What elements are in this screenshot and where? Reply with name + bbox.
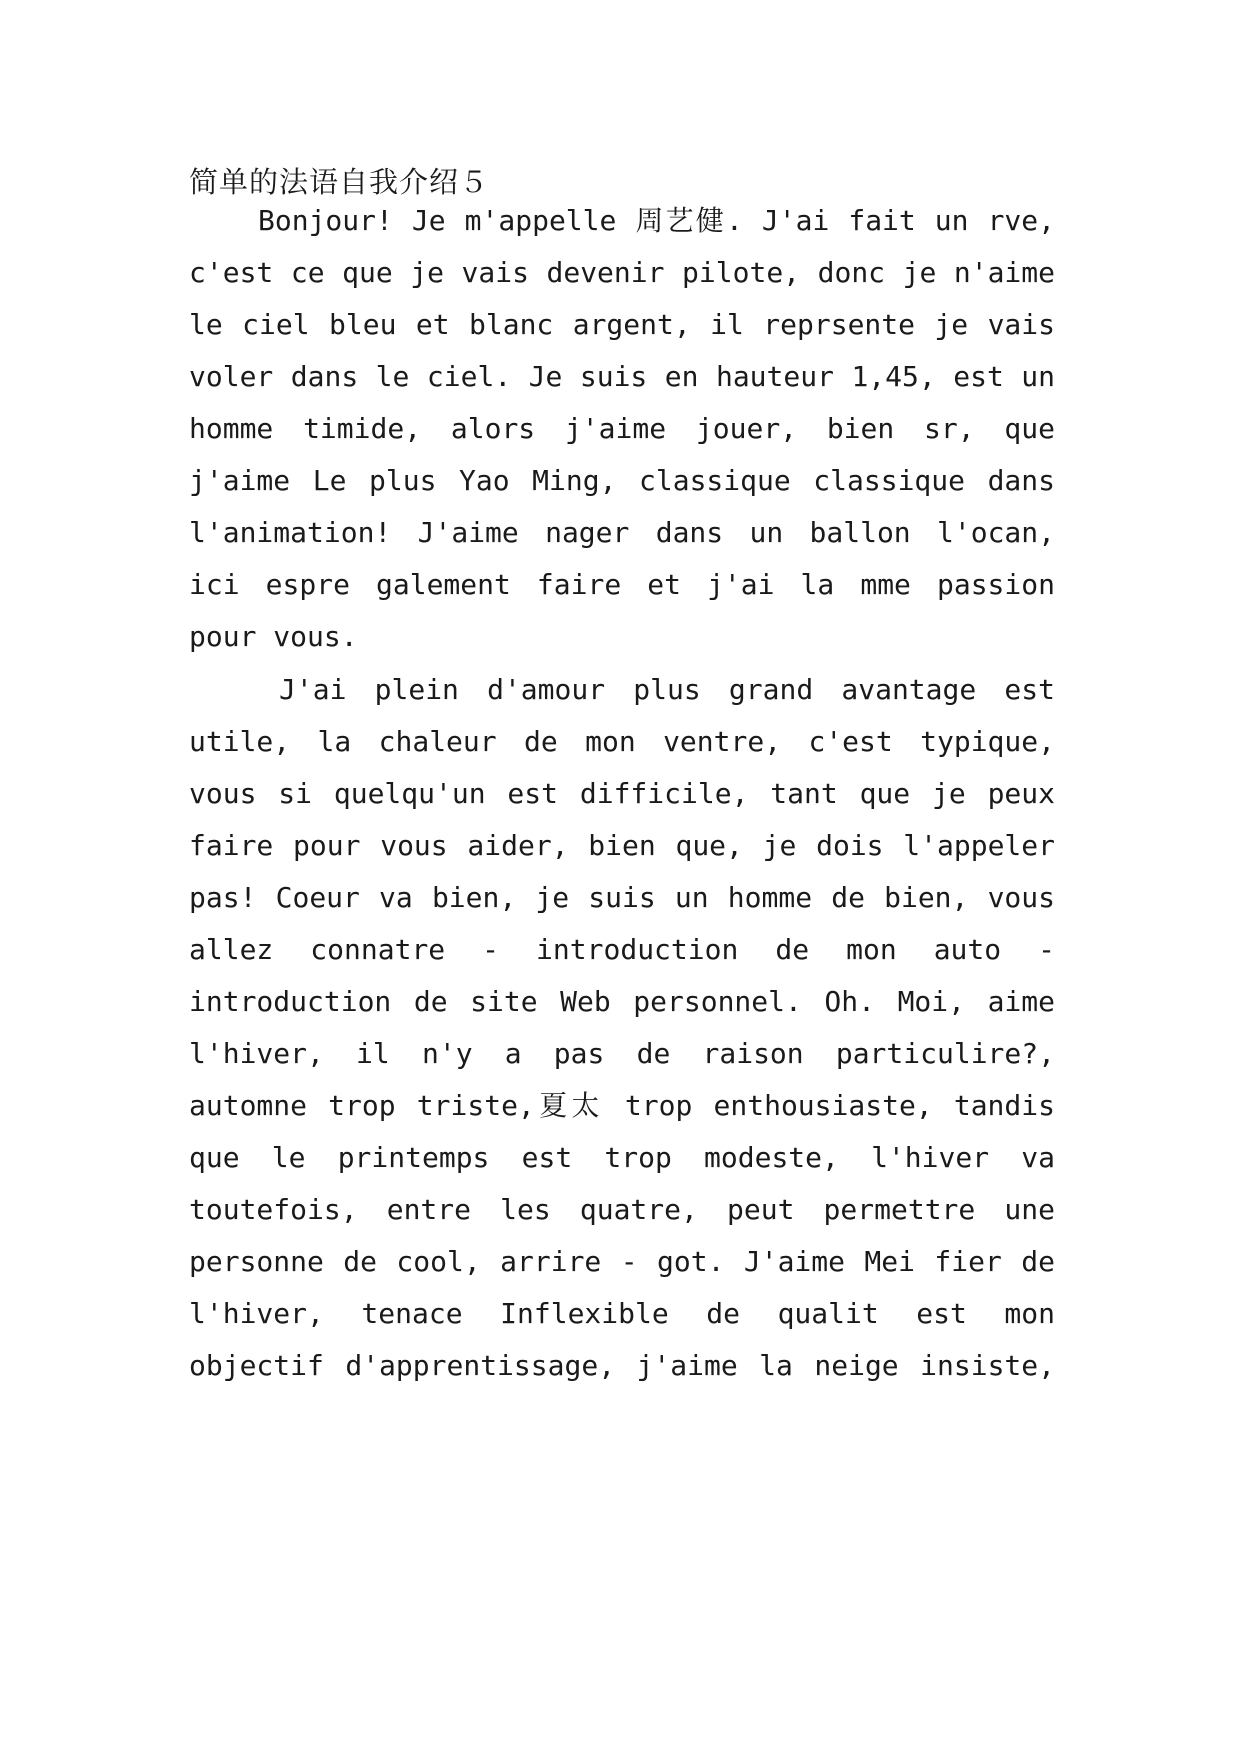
paragraph-line: l'hiver, il n'y a pas de raison particulire?,	[189, 1037, 1055, 1070]
paragraph-line: ici espre galement faire et j'ai la mme passion	[189, 568, 1055, 601]
paragraph-line: pas! Coeur va bien, je suis un homme de bien, vous	[189, 881, 1055, 914]
paragraph-line: Bonjour! Je m'appelle 周艺健. J'ai fait un rve,	[258, 204, 1055, 237]
paragraph-line: l'animation! J'aime nager dans un ballon l'ocan,	[189, 516, 1055, 549]
paragraph-line: automne trop triste,夏太 trop enthousiaste, tandis	[189, 1089, 1055, 1122]
paragraph-line: l'hiver, tenace Inflexible de qualit est mon	[189, 1297, 1055, 1330]
paragraph-line: voler dans le ciel. Je suis en hauteur 1,45, est un	[189, 360, 1055, 393]
paragraph-line: c'est ce que je vais devenir pilote, donc je n'aime	[189, 256, 1055, 289]
paragraph-line: faire pour vous aider, bien que, je dois l'appeler	[189, 829, 1055, 862]
paragraph-line: J'ai plein d'amour plus grand avantage est	[279, 673, 1055, 706]
paragraph-line: le ciel bleu et blanc argent, il reprsente je vais	[189, 308, 1055, 341]
paragraph-line: homme timide, alors j'aime jouer, bien sr, que	[189, 412, 1055, 445]
paragraph-line: j'aime Le plus Yao Ming, classique classique dans	[189, 464, 1055, 497]
paragraph-line: objectif d'apprentissage, j'aime la neige insiste,	[189, 1349, 1055, 1382]
paragraph-line: utile, la chaleur de mon ventre, c'est typique,	[189, 725, 1055, 758]
paragraph-line: introduction de site Web personnel. Oh. Moi, aime	[189, 985, 1055, 1018]
paragraph-line: personne de cool, arrire - got. J'aime Mei fier de	[189, 1245, 1055, 1278]
paragraph-line: vous si quelqu'un est difficile, tant que je peux	[189, 777, 1055, 810]
paragraph-line: pour vous.	[189, 620, 358, 653]
paragraph-line: que le printemps est trop modeste, l'hiver va	[189, 1141, 1055, 1174]
paragraph-line: allez connatre - introduction de mon auto -	[189, 933, 1055, 966]
document-title: 简单的法语自我介绍５	[189, 165, 490, 199]
paragraph-line: toutefois, entre les quatre, peut permettre une	[189, 1193, 1055, 1226]
